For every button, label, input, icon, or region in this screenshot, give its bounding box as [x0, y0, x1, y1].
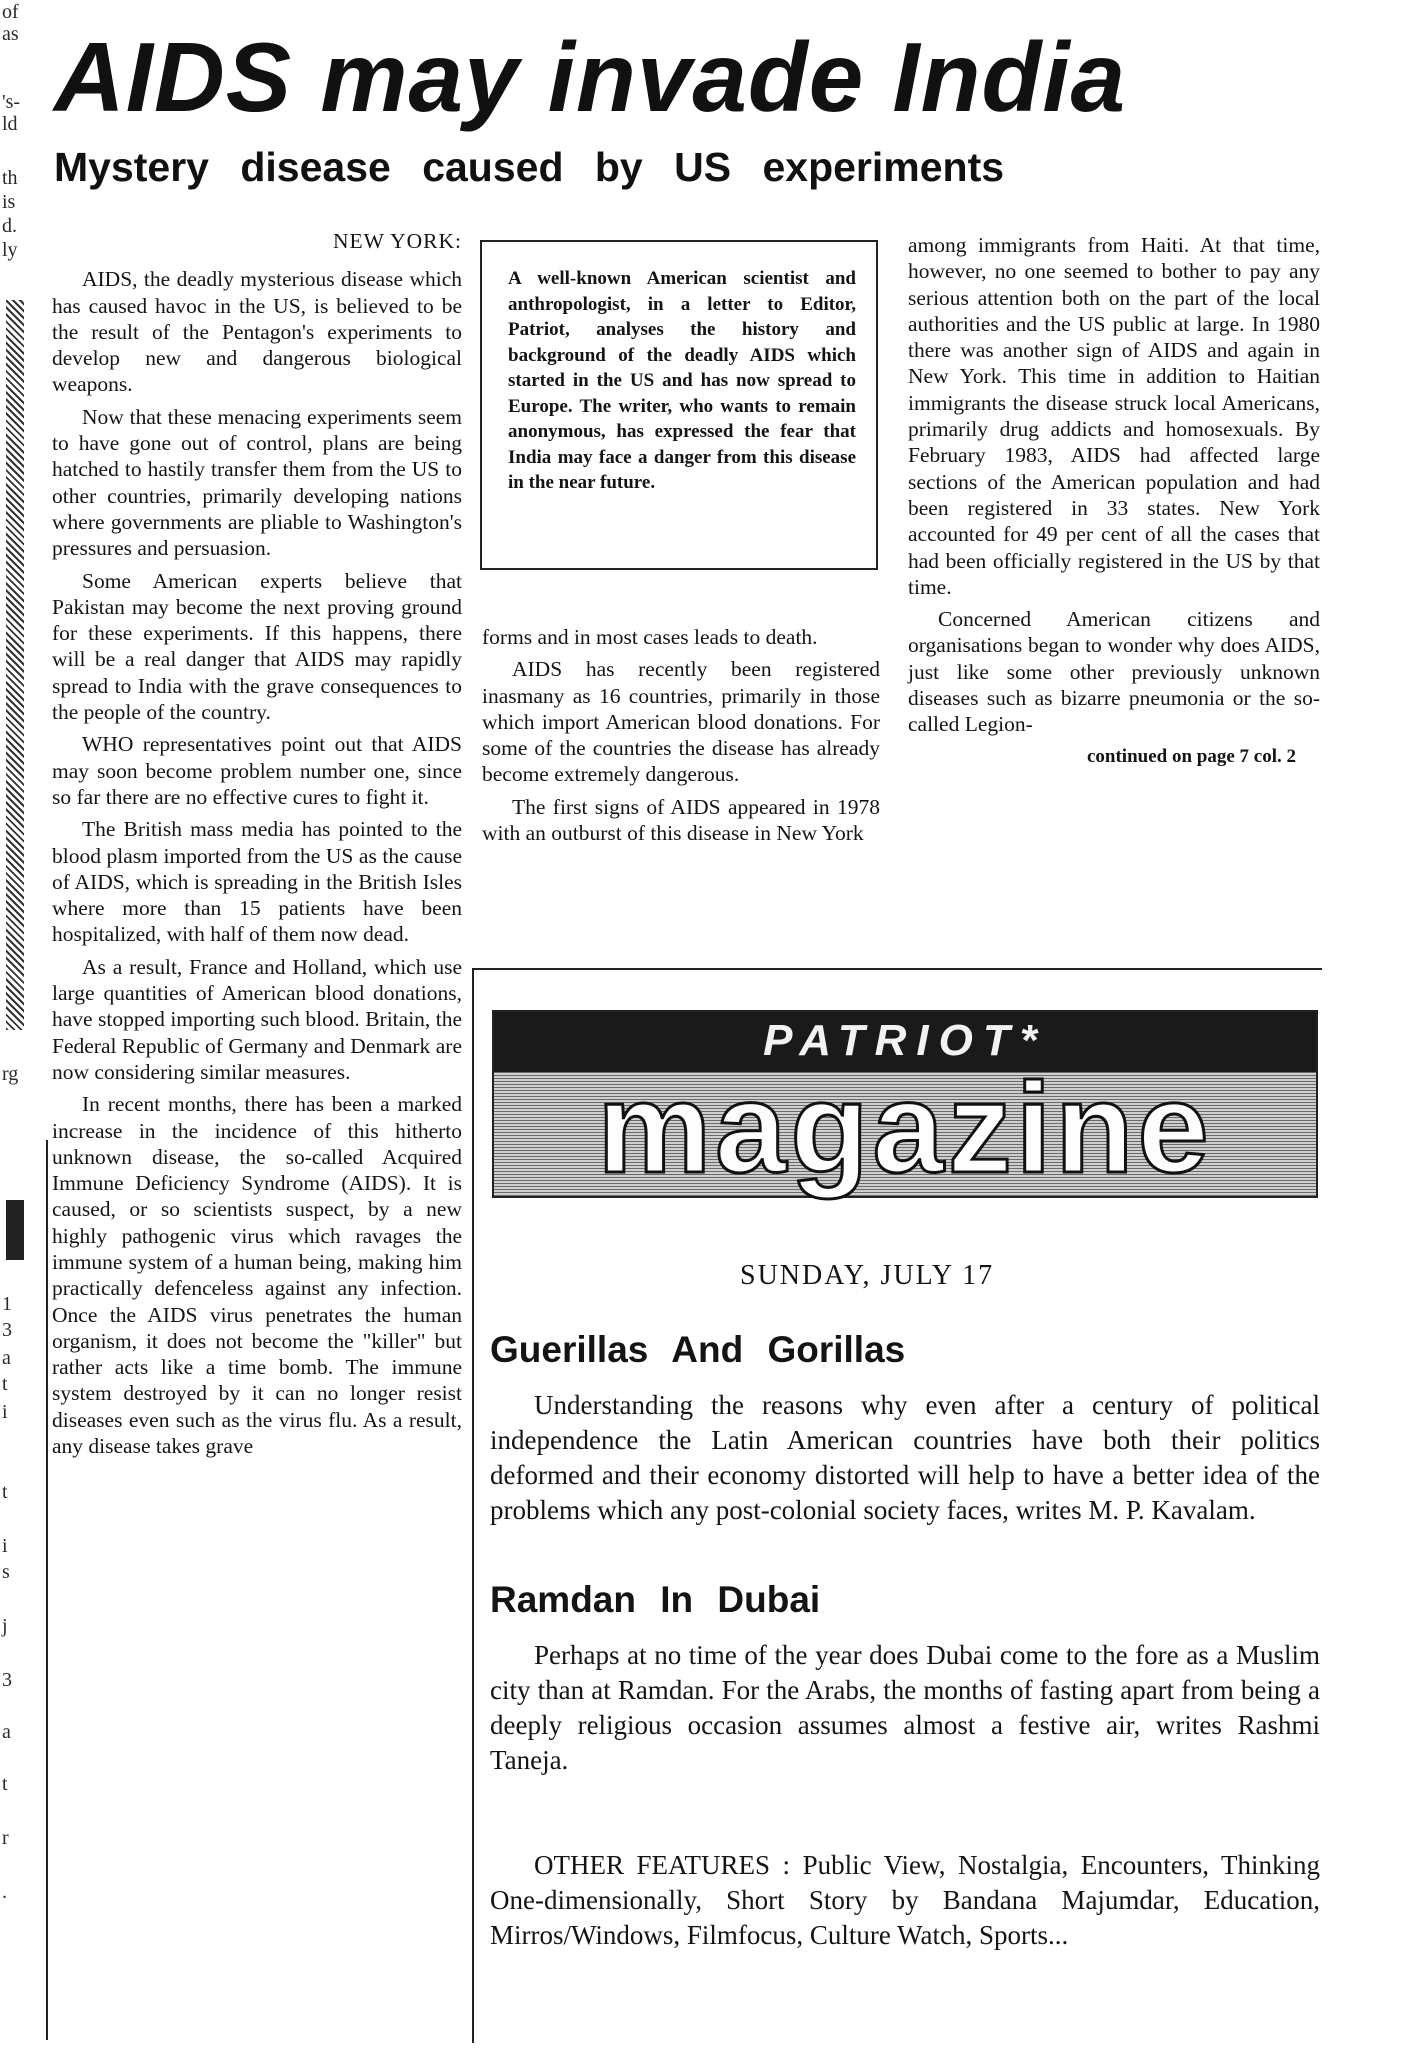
article-column-3 — [908, 232, 1320, 770]
edge-fragment: as — [2, 23, 19, 45]
other-features: OTHER FEATURES : Public View, Nostalgia, Encounters, Thinking One-dimensionally, Short Story by Bandana Majumdar, Education, Mirros/Windows, Filmfocus, Culture Watch, Sports... — [490, 1850, 1320, 1950]
edge-fragment: a — [2, 1721, 11, 1743]
edge-fragment: t — [2, 1481, 8, 1503]
masthead-patriot: PATRIOT* — [763, 1016, 1047, 1065]
feature-item — [490, 1576, 1320, 1778]
edge-fragment: i — [2, 1401, 8, 1423]
article-paragraph: Concerned American citizens and organisations began to wonder why does AIDS, just like some other previously unknown diseases such as bizarre pneumonia or the so-called Legion- — [908, 607, 1320, 737]
article-paragraph: As a result, France and Holland, which use large quantities of American blood donations, have stopped importing such blood. Britain, the Federal Republic of Germany and Denmark are now considering similar measures. — [52, 954, 462, 1084]
article-paragraph: WHO representatives point out that AIDS may soon become problem number one, since so far there are no effective cures to fight it. — [52, 732, 462, 809]
article-paragraph: AIDS has recently been registered inasmany as 16 countries, primarily in those which import American blood donations. For some of the countries the disease has already become extremely dangerous. — [482, 657, 880, 787]
feature-blurb: Perhaps at no time of the year does Dubai come to the fore as a Muslim city than at Ramdan. For the Arabs, the months of fasting apart from being a deeply religious occasion assumes almost a festive air, writes Rashmi Taneja. — [490, 1640, 1320, 1775]
edge-fragment: ly — [2, 239, 18, 261]
feature-title: Ramdan In Dubai — [490, 1579, 821, 1620]
issue-date: SUNDAY, JULY 17 — [740, 1260, 995, 1291]
section-divider — [472, 968, 1322, 970]
left-edge-fragments — [2, 0, 36, 2048]
edge-fragment: d. — [2, 215, 17, 237]
edge-fragment: 3 — [2, 1669, 12, 1691]
article-paragraph: The first signs of AIDS appeared in 1978 with an outburst of this disease in New York — [482, 794, 880, 846]
edge-fragment: th — [2, 167, 18, 189]
edge-fragment: r — [2, 1827, 9, 1849]
edge-fragment: 's- — [2, 91, 21, 113]
edge-fragment: 1 — [2, 1293, 12, 1315]
article-paragraph: AIDS, the deadly mysterious disease which has caused havoc in the US, is believed to be the result of the Pentagon's experiments to develop new and dangerous biological weapons. — [52, 267, 462, 397]
edge-fragment: i — [2, 1535, 8, 1557]
article-paragraph: The British mass media has pointed to the blood plasm imported from the US as the cause of AIDS, which is spreading in the British Isles where more than 15 patients have been hospitalized, with half of them now dead. — [52, 817, 462, 947]
edge-fragment: . — [2, 1881, 7, 1903]
edge-fragment: s — [2, 1561, 10, 1583]
article-paragraph: forms and in most cases leads to death. — [482, 625, 818, 649]
article-paragraph: Some American experts believe that Pakistan may become the next proving ground for these experiments. If this happens, there will be a real danger that AIDS may rapidly spread to India with the grave consequences to the people of the country. — [52, 568, 462, 725]
edge-fragment: is — [2, 191, 16, 213]
feature-item — [490, 1326, 1320, 1528]
article-paragraph: In recent months, there has been a marked increase in the incidence of this hitherto unknown disease, the so-called Acquired Immune Deficiency Syndrome (AIDS). It is caused, or so scientists suspect, by a new highly pathogenic virus which ravages the immune system of a human being, making him practically defenceless against any infection. Once the AIDS virus penetrates the human organism, it does not become the "killer" but rather acts like a time bomb. The immune system destroyed by it can no longer resist diseases even such as the virus flu. As a result, any disease takes grave — [52, 1092, 462, 1459]
edge-fragment: rg — [2, 1063, 19, 1085]
feature-blurb: Understanding the reasons why even after a century of political independence the Latin American countries have both their politics deformed and their economy distorted will help to have a better idea of the problems which any post-colonial society faces, writes M. P. Kavalam. — [490, 1390, 1320, 1525]
edge-ink-mark — [6, 1200, 24, 1260]
edge-halftone — [6, 300, 24, 1030]
masthead-magazine: magazine — [597, 1057, 1213, 1200]
edge-fragment: t — [2, 1373, 8, 1395]
edge-fragment: ld — [2, 113, 18, 135]
article-column-2 — [482, 624, 880, 852]
intro-box: A well-known American scientist and anthropologist, in a letter to Editor, Patriot, analyses the history and background of the deadly AIDS which started in the US and has now spread to Europe. The writer, who wants to remain anonymous, has expressed the fear that India may face a danger from this disease in the near future. — [480, 240, 878, 570]
dateline: NEW YORK: — [332, 229, 462, 253]
edge-fragment: 3 — [2, 1319, 12, 1341]
column-rule — [46, 1140, 48, 2040]
article-paragraph: Now that these menacing experiments seem to have gone out of control, plans are being hatched to hastily transfer them from the US to other countries, primarily developing nations where governments are pliable to Washington's pressures and persuasion. — [52, 404, 462, 561]
edge-fragment: a — [2, 1347, 11, 1369]
column-rule — [472, 968, 474, 2043]
feature-title: Guerillas And Gorillas — [490, 1329, 906, 1370]
magazine-masthead — [492, 1010, 1318, 1198]
subheadline: Mystery disease caused by US experiments — [54, 144, 1005, 190]
edge-fragment: j — [2, 1615, 8, 1637]
headline: AIDS may invade India — [54, 22, 1127, 132]
article-paragraph: among immigrants from Haiti. At that time, however, no one seemed to bother to pay any serious attention both on the part of the local authorities and the US public at large. In 1980 there was another sign of AIDS and again in New York. This time in addition to Haitian immigrants the disease struck local Americans, primarily drug addicts and homosexuals. By February 1983, AIDS had affected large sections of the American population and had been registered in 33 states. New York accounted for 49 per cent of all the cases that had been officially registered in the US by that time. — [908, 233, 1320, 599]
edge-fragment: of — [2, 1, 19, 23]
continued-notice: continued on page 7 col. 2 — [1086, 745, 1296, 767]
article-column-1 — [52, 228, 462, 1465]
edge-fragment: t — [2, 1773, 8, 1795]
